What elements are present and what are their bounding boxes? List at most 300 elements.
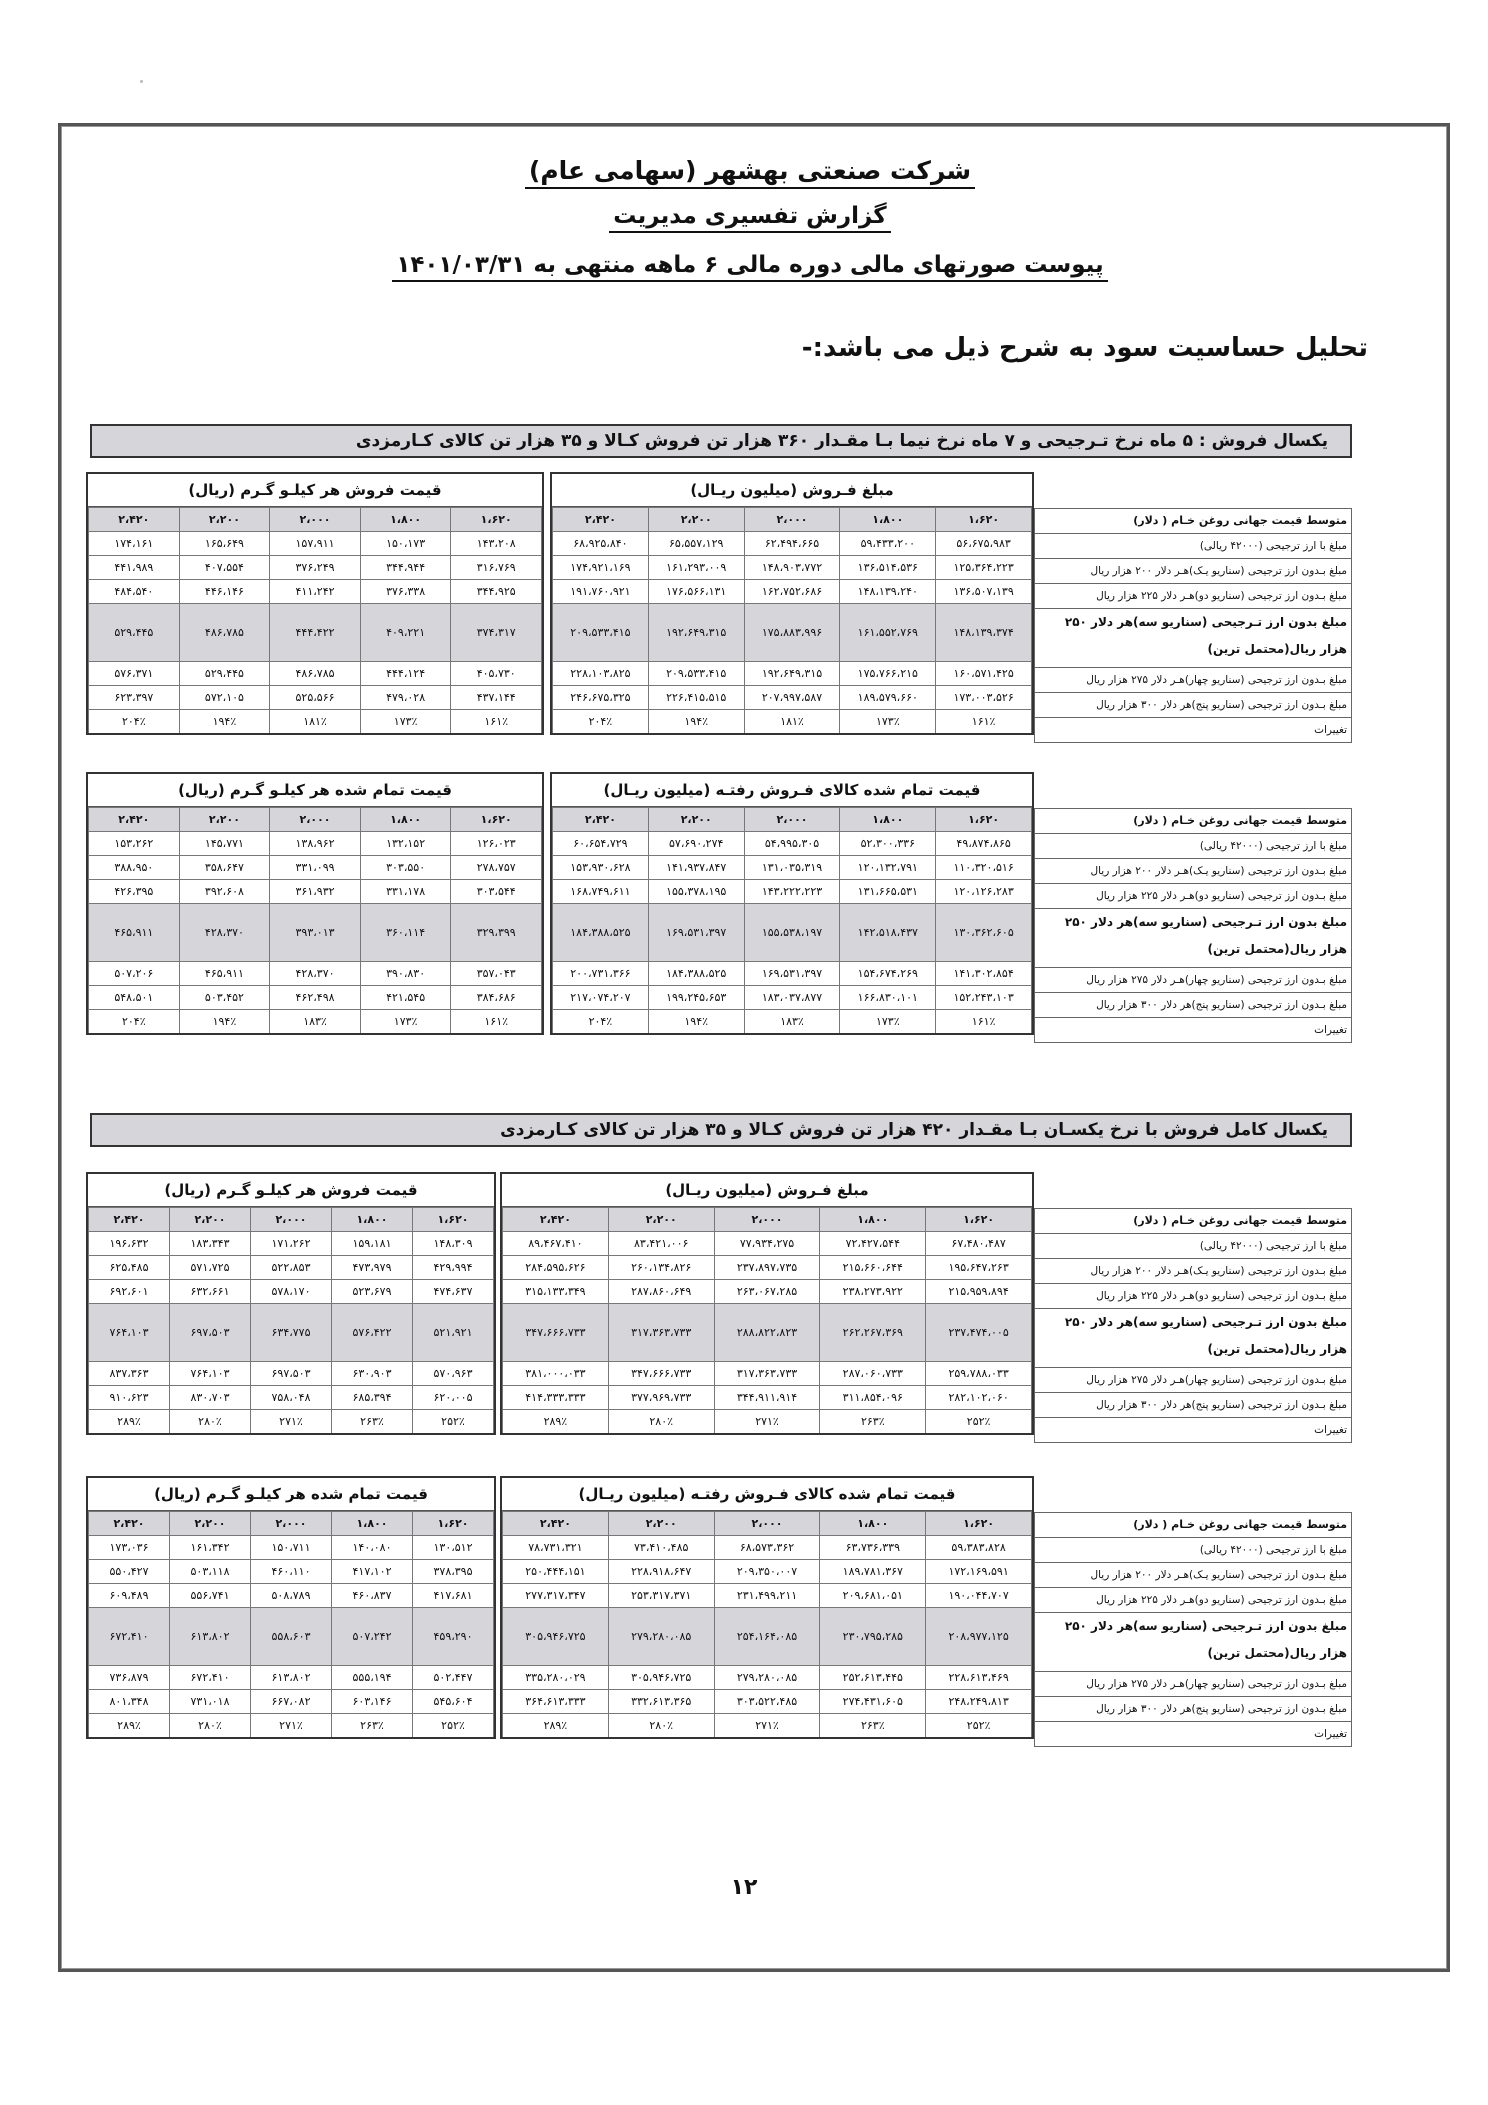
value-cell: ۳۵۷،۰۴۳ <box>451 962 542 986</box>
data-table <box>86 1476 496 1739</box>
column-header-row <box>503 1208 1032 1232</box>
value-cell: ۴۲۸،۳۷۰ <box>179 904 270 962</box>
value-cell: ۱۹۲،۶۴۹،۳۱۵ <box>648 604 744 662</box>
value-cell: ۱۶۱٪ <box>451 1010 542 1034</box>
row-label: مبلغ بـدون ارز ترجیحی (سناریو چهار)هـر دلار ۲۷۵ هزار ریال <box>1034 1368 1352 1393</box>
value-cell: ۳۳۱،۱۷۸ <box>360 880 451 904</box>
row-label: مبلغ بـدون ارز ترجیحی (سناریو یـک)هـر دلار ۲۰۰ هزار ریال <box>1034 1259 1352 1284</box>
column-header-row <box>89 1512 494 1536</box>
column-header-row <box>553 808 1032 832</box>
table-row <box>553 662 1032 686</box>
value-cell: ۲۳۱،۴۹۹،۲۱۱ <box>714 1584 820 1608</box>
column-header-row <box>89 508 542 532</box>
table-row <box>89 856 542 880</box>
value-cell: ۵۰۳،۴۵۲ <box>179 986 270 1010</box>
value-cell: ۱۸۳٪ <box>744 1010 840 1034</box>
table-title: قیمت تمام شده کالای فـروش رفتـه (میلیون ریـال) <box>552 774 1032 807</box>
column-header: ۲،۴۲۰ <box>89 1208 170 1232</box>
value-cell: ۱۵۳،۲۶۲ <box>89 832 180 856</box>
column-header: ۲،۴۲۰ <box>503 1208 609 1232</box>
table-row <box>89 1410 494 1434</box>
value-cell: ۴۲۸،۳۷۰ <box>270 962 361 986</box>
report-title: گزارش تفسیری مدیریت <box>60 203 1440 229</box>
column-header: ۲،۴۲۰ <box>89 1512 170 1536</box>
value-cell: ۷۷،۹۳۴،۲۷۵ <box>714 1232 820 1256</box>
value-cell: ۱۹۰،۰۴۴،۷۰۷ <box>926 1584 1032 1608</box>
value-cell: ۴۱۷،۱۰۲ <box>332 1560 413 1584</box>
value-cell: ۷۳۱،۰۱۸ <box>170 1690 251 1714</box>
table-row <box>89 880 542 904</box>
value-cell: ۱۶۲،۷۵۲،۶۸۶ <box>744 580 840 604</box>
value-cell: ۱۴۵،۷۷۱ <box>179 832 270 856</box>
column-header: ۲،۰۰۰ <box>270 808 361 832</box>
column-header-row <box>553 508 1032 532</box>
value-cell: ۳۷۴،۳۱۷ <box>451 604 542 662</box>
value-cell: ۴۷۳،۹۷۹ <box>332 1256 413 1280</box>
row-label: مبلغ بـدون ارز ترجیحی (سناریو دو)هـر دلار ۲۲۵ هزار ریال <box>1034 1588 1352 1613</box>
value-cell: ۱۶۶،۸۳۰،۱۰۱ <box>840 986 936 1010</box>
value-cell: ۱۵۵،۵۳۸،۱۹۷ <box>744 904 840 962</box>
column-header: ۲،۴۲۰ <box>503 1512 609 1536</box>
value-cell: ۲۰۹،۳۵۰،۰۰۷ <box>714 1560 820 1584</box>
values-grid <box>502 1511 1032 1737</box>
value-cell: ۵۲۵،۵۶۶ <box>270 686 361 710</box>
table-row <box>89 1690 494 1714</box>
value-cell: ۵۲۲،۸۵۳ <box>251 1256 332 1280</box>
value-cell: ۱۳۰،۵۱۲ <box>413 1536 494 1560</box>
value-cell: ۵۲۹،۴۴۵ <box>179 662 270 686</box>
value-cell: ۵۰۷،۲۰۶ <box>89 962 180 986</box>
value-cell: ۲۸۷،۸۶۰،۶۴۹ <box>608 1280 714 1304</box>
value-cell: ۱۳۱،۰۳۵،۳۱۹ <box>744 856 840 880</box>
column-header: ۲،۲۰۰ <box>170 1208 251 1232</box>
value-cell: ۲۸۹٪ <box>503 1410 609 1434</box>
value-cell: ۲۶۳٪ <box>332 1714 413 1738</box>
value-cell: ۸۰۱،۳۴۸ <box>89 1690 170 1714</box>
value-cell: ۲۲۸،۹۱۸،۶۴۷ <box>608 1560 714 1584</box>
column-header: ۱،۸۰۰ <box>360 808 451 832</box>
intro-text: تحلیل حساسیت سود به شرح ذیل می باشد:- <box>801 333 1368 363</box>
row-label: مبلغ با ارز ترجیحی (۴۲۰۰۰ ریالی) <box>1034 1538 1352 1563</box>
value-cell: ۴۸۶،۷۸۵ <box>270 662 361 686</box>
table-row <box>89 962 542 986</box>
data-table <box>86 772 544 1035</box>
value-cell: ۱۲۶،۰۲۳ <box>451 832 542 856</box>
table-title: قیمت تمام شده کالای فـروش رفتـه (میلیون ریـال) <box>502 1478 1032 1511</box>
value-cell: ۱۴۳،۲۲۲،۲۲۳ <box>744 880 840 904</box>
table-row <box>503 1386 1032 1410</box>
value-cell: ۶۳۰،۹۰۳ <box>332 1362 413 1386</box>
value-cell: ۶۹۷،۵۰۳ <box>170 1304 251 1362</box>
table-block <box>90 781 1352 1064</box>
table-block <box>90 1181 1352 1464</box>
value-cell: ۶۰۳،۱۴۶ <box>332 1690 413 1714</box>
column-header-row <box>503 1512 1032 1536</box>
value-cell: ۱۸۹،۷۸۱،۳۶۷ <box>820 1560 926 1584</box>
row-label: مبلغ بـدون ارز ترجیحی (سناریو چهار)هـر دلار ۲۷۵ هزار ریال <box>1034 668 1352 693</box>
value-cell: ۱۹۴٪ <box>648 1010 744 1034</box>
column-header: ۱،۸۰۰ <box>840 808 936 832</box>
value-cell: ۵۷۶،۳۷۱ <box>89 662 180 686</box>
value-cell: ۳۴۴،۹۱۱،۹۱۴ <box>714 1386 820 1410</box>
table-row <box>89 1536 494 1560</box>
table-row <box>89 532 542 556</box>
values-grid <box>88 807 542 1033</box>
value-cell: ۴۲۶،۳۹۵ <box>89 880 180 904</box>
value-cell: ۹۱۰،۶۲۳ <box>89 1386 170 1410</box>
value-cell: ۸۳۷،۳۶۳ <box>89 1362 170 1386</box>
value-cell: ۸۳،۴۲۱،۰۰۶ <box>608 1232 714 1256</box>
value-cell: ۷۶۴،۱۰۳ <box>170 1362 251 1386</box>
value-cell: ۲۳۷،۸۹۷،۷۳۵ <box>714 1256 820 1280</box>
value-cell: ۲۰۴٪ <box>553 1010 649 1034</box>
column-header: ۲،۲۰۰ <box>608 1512 714 1536</box>
value-cell: ۱۴۸،۳۰۹ <box>413 1232 494 1256</box>
row-labels <box>1034 1208 1352 1443</box>
value-cell: ۶۵،۵۵۷،۱۲۹ <box>648 532 744 556</box>
value-cell: ۳۴۴،۹۲۵ <box>451 580 542 604</box>
column-header: ۱،۸۰۰ <box>360 508 451 532</box>
value-cell: ۱۵۷،۹۱۱ <box>270 532 361 556</box>
value-cell: ۱۵۰،۷۱۱ <box>251 1536 332 1560</box>
value-cell: ۳۰۵،۹۴۶،۷۲۵ <box>503 1608 609 1666</box>
table-row <box>89 1666 494 1690</box>
value-cell: ۷۸،۷۳۱،۳۲۱ <box>503 1536 609 1560</box>
table-row <box>89 1714 494 1738</box>
column-header: ۲،۲۰۰ <box>179 508 270 532</box>
value-cell: ۱۳۶،۵۰۷،۱۳۹ <box>936 580 1032 604</box>
column-header: ۱،۶۲۰ <box>926 1512 1032 1536</box>
value-cell: ۴۳۷،۱۴۴ <box>451 686 542 710</box>
value-cell: ۱۷۳٪ <box>360 1010 451 1034</box>
table-title: قیمت فروش هر کیلـو گـرم (ریال) <box>88 474 542 507</box>
value-cell: ۶۰،۶۵۴،۷۲۹ <box>553 832 649 856</box>
value-cell: ۱۷۶،۵۶۶،۱۳۱ <box>648 580 744 604</box>
value-cell: ۲۸۰٪ <box>608 1410 714 1434</box>
column-header: ۲،۰۰۰ <box>251 1208 332 1232</box>
value-cell: ۵۰۸،۷۸۹ <box>251 1584 332 1608</box>
value-cell: ۲۵۰،۴۴۴،۱۵۱ <box>503 1560 609 1584</box>
table-row <box>503 1666 1032 1690</box>
value-cell: ۲۶۳٪ <box>820 1410 926 1434</box>
value-cell: ۱۸۳٪ <box>270 1010 361 1034</box>
value-cell: ۲۶۳،۰۶۷،۲۸۵ <box>714 1280 820 1304</box>
value-cell: ۲۵۲٪ <box>413 1714 494 1738</box>
value-cell: ۱۳۶،۵۱۴،۵۳۶ <box>840 556 936 580</box>
value-cell: ۳۸۸،۹۵۰ <box>89 856 180 880</box>
value-cell: ۱۷۳٪ <box>840 710 936 734</box>
value-cell: ۳۸۱،۰۰۰،۰۳۳ <box>503 1362 609 1386</box>
value-cell: ۳۹۳،۰۱۳ <box>270 904 361 962</box>
value-cell: ۵۴،۹۹۵،۳۰۵ <box>744 832 840 856</box>
value-cell: ۵۰۲،۴۴۷ <box>413 1666 494 1690</box>
value-cell: ۳۰۳،۵۵۰ <box>360 856 451 880</box>
value-cell: ۲۷۱٪ <box>714 1410 820 1434</box>
value-cell: ۱۷۴،۱۶۱ <box>89 532 180 556</box>
value-cell: ۳۴۷،۶۶۶،۷۳۳ <box>608 1362 714 1386</box>
value-cell: ۴۲۱،۵۴۵ <box>360 986 451 1010</box>
value-cell: ۱۵۲،۲۴۳،۱۰۳ <box>936 986 1032 1010</box>
table-title: قیمت تمام شده هر کیلـو گـرم (ریال) <box>88 774 542 807</box>
value-cell: ۵۴۵،۶۰۴ <box>413 1690 494 1714</box>
value-cell: ۷۳،۴۱۰،۴۸۵ <box>608 1536 714 1560</box>
value-cell: ۳۶۴،۶۱۳،۳۳۳ <box>503 1690 609 1714</box>
data-table <box>86 1172 496 1435</box>
value-cell: ۱۴۱،۹۳۷،۸۴۷ <box>648 856 744 880</box>
row-label: مبلغ بـدون ارز ترجیحی (سناریو دو)هـر دلار ۲۲۵ هزار ریال <box>1034 1284 1352 1309</box>
row-label: تغییرات <box>1034 1018 1352 1043</box>
column-header: ۱،۶۲۰ <box>413 1512 494 1536</box>
value-cell: ۱۶۱٪ <box>936 1010 1032 1034</box>
table-row <box>503 1232 1032 1256</box>
column-header: ۲،۲۰۰ <box>179 808 270 832</box>
value-cell: ۱۹۴٪ <box>179 710 270 734</box>
page-number: ۱۲ <box>730 1875 758 1900</box>
value-cell: ۲۱۵،۶۶۰،۶۴۴ <box>820 1256 926 1280</box>
value-cell: ۲۴۸،۲۴۹،۸۱۳ <box>926 1690 1032 1714</box>
value-cell: ۳۷۶،۲۴۹ <box>270 556 361 580</box>
value-cell: ۱۳۲،۱۵۲ <box>360 832 451 856</box>
table-row <box>503 1410 1032 1434</box>
value-cell: ۵۲،۳۰۰،۳۳۶ <box>840 832 936 856</box>
value-cell: ۲۱۵،۹۵۹،۸۹۴ <box>926 1280 1032 1304</box>
table-row <box>89 1232 494 1256</box>
value-cell: ۱۲۰،۱۲۶،۲۸۳ <box>936 880 1032 904</box>
value-cell: ۱۹۴٪ <box>179 1010 270 1034</box>
value-cell: ۵۷۸،۱۷۰ <box>251 1280 332 1304</box>
row-label: مبلغ بدون ارز تـرجیحی (سناریو سه)هر دلار ۲۵۰ هزار ریال(محتمل ترین) <box>1034 1613 1352 1672</box>
value-cell: ۲۲۸،۶۱۳،۴۶۹ <box>926 1666 1032 1690</box>
row-label: تغییرات <box>1034 1722 1352 1747</box>
column-header: ۱،۸۰۰ <box>820 1512 926 1536</box>
value-cell: ۶۹۷،۵۰۳ <box>251 1362 332 1386</box>
value-cell: ۳۱۱،۸۵۴،۰۹۶ <box>820 1386 926 1410</box>
row-label: مبلغ بدون ارز تـرجیحی (سناریو سه)هر دلار ۲۵۰ هزار ریال(محتمل ترین) <box>1034 1309 1352 1368</box>
column-header: ۱،۸۰۰ <box>820 1208 926 1232</box>
value-cell: ۲۷۹،۲۸۰،۰۸۵ <box>714 1666 820 1690</box>
table-row <box>553 710 1032 734</box>
value-cell: ۱۸۳،۳۴۳ <box>170 1232 251 1256</box>
value-cell: ۱۷۲،۱۶۹،۵۹۱ <box>926 1560 1032 1584</box>
table-row <box>553 904 1032 962</box>
value-cell: ۵۰۳،۱۱۸ <box>170 1560 251 1584</box>
value-cell: ۷۵۸،۰۴۸ <box>251 1386 332 1410</box>
table-row <box>503 1584 1032 1608</box>
value-cell: ۱۶۹،۵۳۱،۳۹۷ <box>648 904 744 962</box>
value-cell: ۴۶۰،۸۳۷ <box>332 1584 413 1608</box>
value-cell: ۵۰۷،۲۴۲ <box>332 1608 413 1666</box>
values-grid <box>552 807 1032 1033</box>
values-grid <box>88 1207 494 1433</box>
value-cell: ۱۵۳،۹۳۰،۶۲۸ <box>553 856 649 880</box>
value-cell: ۱۲۰،۱۳۲،۷۹۱ <box>840 856 936 880</box>
row-label: مبلغ بدون ارز تـرجیحی (سناریو سه)هر دلار ۲۵۰ هزار ریال(محتمل ترین) <box>1034 909 1352 968</box>
table-block <box>90 1485 1352 1768</box>
value-cell: ۱۹۱،۷۶۰،۹۲۱ <box>553 580 649 604</box>
column-header: ۲،۲۰۰ <box>648 508 744 532</box>
value-cell: ۴۴۴،۱۲۴ <box>360 662 451 686</box>
table-row <box>503 1362 1032 1386</box>
row-label: مبلغ بـدون ارز ترجیحی (سناریو یـک)هـر دلار ۲۰۰ هزار ریال <box>1034 559 1352 584</box>
value-cell: ۱۴۳،۲۰۸ <box>451 532 542 556</box>
table-row <box>503 1690 1032 1714</box>
value-cell: ۲۳۸،۲۷۳،۹۲۲ <box>820 1280 926 1304</box>
value-cell: ۲۸۰٪ <box>170 1410 251 1434</box>
value-cell: ۱۴۸،۱۳۹،۳۷۴ <box>936 604 1032 662</box>
value-cell: ۳۰۳،۵۲۲،۴۸۵ <box>714 1690 820 1714</box>
value-cell: ۳۰۵،۹۴۶،۷۲۵ <box>608 1666 714 1690</box>
value-cell: ۱۹۲،۶۴۹،۳۱۵ <box>744 662 840 686</box>
value-cell: ۴۰۵،۷۳۰ <box>451 662 542 686</box>
row-label: مبلغ بـدون ارز ترجیحی (سناریو پنج)هر دلار ۳۰۰ هزار ریال <box>1034 1697 1352 1722</box>
value-cell: ۴۶۵،۹۱۱ <box>179 962 270 986</box>
table-row <box>553 880 1032 904</box>
value-cell: ۱۴۰،۰۸۰ <box>332 1536 413 1560</box>
value-cell: ۲۸۰٪ <box>608 1714 714 1738</box>
table-row <box>503 1560 1032 1584</box>
value-cell: ۱۶۱،۲۹۳،۰۰۹ <box>648 556 744 580</box>
value-cell: ۲۰۹،۵۳۳،۴۱۵ <box>648 662 744 686</box>
data-table <box>500 1476 1034 1739</box>
values-grid <box>88 507 542 733</box>
value-cell: ۳۷۶،۳۳۸ <box>360 580 451 604</box>
value-cell: ۵۴۸،۵۰۱ <box>89 986 180 1010</box>
price-header-label: متوسط قیمت جهانی روغن خـام ( دلار) <box>1034 1512 1352 1538</box>
table-row <box>89 556 542 580</box>
value-cell: ۲۸۹٪ <box>89 1410 170 1434</box>
row-label: مبلغ با ارز ترجیحی (۴۲۰۰۰ ریالی) <box>1034 534 1352 559</box>
row-label: تغییرات <box>1034 1418 1352 1443</box>
value-cell: ۸۹،۴۶۷،۴۱۰ <box>503 1232 609 1256</box>
value-cell: ۱۶۱،۵۵۲،۷۶۹ <box>840 604 936 662</box>
column-header: ۱،۶۲۰ <box>926 1208 1032 1232</box>
value-cell: ۵۹،۳۸۳،۸۲۸ <box>926 1536 1032 1560</box>
value-cell: ۶۷،۴۸۰،۴۸۷ <box>926 1232 1032 1256</box>
value-cell: ۴۱۴،۳۳۳،۳۳۳ <box>503 1386 609 1410</box>
value-cell: ۴۴۶،۱۴۶ <box>179 580 270 604</box>
table-row <box>503 1714 1032 1738</box>
row-label: مبلغ با ارز ترجیحی (۴۲۰۰۰ ریالی) <box>1034 1234 1352 1259</box>
value-cell: ۱۵۵،۳۷۸،۱۹۵ <box>648 880 744 904</box>
column-header: ۱،۶۲۰ <box>413 1208 494 1232</box>
value-cell: ۶۲،۴۹۴،۶۶۵ <box>744 532 840 556</box>
table-row <box>89 580 542 604</box>
value-cell: ۵۷،۶۹۰،۲۷۴ <box>648 832 744 856</box>
value-cell: ۲۵۴،۱۶۴،۰۸۵ <box>714 1608 820 1666</box>
column-header: ۲،۰۰۰ <box>744 508 840 532</box>
value-cell: ۱۷۳٪ <box>840 1010 936 1034</box>
value-cell: ۴۰۹،۲۲۱ <box>360 604 451 662</box>
value-cell: ۶۲۰،۰۰۵ <box>413 1386 494 1410</box>
value-cell: ۲۷۴،۴۳۱،۶۰۵ <box>820 1690 926 1714</box>
column-header: ۱،۶۲۰ <box>936 808 1032 832</box>
table-row <box>553 986 1032 1010</box>
value-cell: ۷۳۶،۸۷۹ <box>89 1666 170 1690</box>
column-header-row <box>89 808 542 832</box>
row-labels <box>1034 1512 1352 1747</box>
price-header-label: متوسط قیمت جهانی روغن خـام ( دلار) <box>1034 808 1352 834</box>
table-row <box>89 1280 494 1304</box>
value-cell: ۳۳۵،۲۸۰،۰۲۹ <box>503 1666 609 1690</box>
value-cell: ۲۰۹،۶۸۱،۰۵۱ <box>820 1584 926 1608</box>
table-row <box>89 1010 542 1034</box>
values-grid <box>502 1207 1032 1433</box>
row-label: مبلغ بـدون ارز ترجیحی (سناریو یـک)هـر دلار ۲۰۰ هزار ریال <box>1034 1563 1352 1588</box>
column-header-row <box>89 1208 494 1232</box>
value-cell: ۲۲۸،۱۰۳،۸۲۵ <box>553 662 649 686</box>
table-row <box>553 962 1032 986</box>
table-row <box>553 686 1032 710</box>
column-header: ۲،۰۰۰ <box>744 808 840 832</box>
value-cell: ۱۷۴،۹۲۱،۱۶۹ <box>553 556 649 580</box>
value-cell: ۳۷۸،۳۹۵ <box>413 1560 494 1584</box>
value-cell: ۱۶۹،۵۳۱،۳۹۷ <box>744 962 840 986</box>
value-cell: ۶۸،۵۷۳،۳۶۲ <box>714 1536 820 1560</box>
value-cell: ۴۷۴،۶۳۷ <box>413 1280 494 1304</box>
row-label: تغییرات <box>1034 718 1352 743</box>
table-row <box>553 832 1032 856</box>
value-cell: ۲۵۲٪ <box>926 1714 1032 1738</box>
value-cell: ۴۶۵،۹۱۱ <box>89 904 180 962</box>
data-table <box>550 472 1034 735</box>
value-cell: ۵۷۲،۱۰۵ <box>179 686 270 710</box>
value-cell: ۶۲۵،۴۸۵ <box>89 1256 170 1280</box>
value-cell: ۳۶۰،۱۱۴ <box>360 904 451 962</box>
value-cell: ۶۱۳،۸۰۲ <box>251 1666 332 1690</box>
column-header: ۱،۶۲۰ <box>451 808 542 832</box>
value-cell: ۱۹۹،۲۴۵،۶۵۳ <box>648 986 744 1010</box>
table-row <box>89 710 542 734</box>
value-cell: ۶۳،۷۳۶،۳۳۹ <box>820 1536 926 1560</box>
table-row <box>553 856 1032 880</box>
table-title: قیمت تمام شده هر کیلـو گـرم (ریال) <box>88 1478 494 1511</box>
value-cell: ۵۲۱،۹۲۱ <box>413 1304 494 1362</box>
value-cell: ۶۹۲،۶۰۱ <box>89 1280 170 1304</box>
value-cell: ۶۶۷،۰۸۲ <box>251 1690 332 1714</box>
value-cell: ۵۹،۴۳۳،۲۰۰ <box>840 532 936 556</box>
table-row <box>503 1304 1032 1362</box>
table-row <box>553 556 1032 580</box>
value-cell: ۲۵۲٪ <box>926 1410 1032 1434</box>
table-row <box>553 580 1032 604</box>
value-cell: ۳۰۳،۵۴۴ <box>451 880 542 904</box>
table-row <box>89 904 542 962</box>
column-header: ۲،۲۰۰ <box>648 808 744 832</box>
value-cell: ۱۳۰،۳۶۲،۶۰۵ <box>936 904 1032 962</box>
column-header: ۲،۴۲۰ <box>553 508 649 532</box>
value-cell: ۱۹۴٪ <box>648 710 744 734</box>
value-cell: ۵۷۰،۹۶۳ <box>413 1362 494 1386</box>
value-cell: ۱۴۸،۱۳۹،۲۴۰ <box>840 580 936 604</box>
value-cell: ۵۲۹،۴۴۵ <box>89 604 180 662</box>
table-title: قیمت فروش هر کیلـو گـرم (ریال) <box>88 1174 494 1207</box>
table-title: مبلغ فـروش (میلیون ریـال) <box>552 474 1032 507</box>
value-cell: ۴۸۶،۷۸۵ <box>179 604 270 662</box>
value-cell: ۵۶،۶۷۵،۹۸۳ <box>936 532 1032 556</box>
value-cell: ۱۸۴،۳۸۸،۵۲۵ <box>553 904 649 962</box>
report-subtitle: پیوست صورتهای مالی دوره مالی ۶ ماهه منتهی به ۱۴۰۱/۰۳/۳۱ <box>60 252 1440 278</box>
value-cell: ۲۷۱٪ <box>714 1714 820 1738</box>
value-cell: ۲۰۰،۷۳۱،۳۶۶ <box>553 962 649 986</box>
company-name: شرکت صنعتی بهشهر (سهامی عام) <box>60 156 1440 185</box>
value-cell: ۴۶۰،۱۱۰ <box>251 1560 332 1584</box>
value-cell: ۵۲۳،۶۷۹ <box>332 1280 413 1304</box>
value-cell: ۲۸۹٪ <box>503 1714 609 1738</box>
value-cell: ۲۶۳٪ <box>332 1410 413 1434</box>
value-cell: ۱۵۰،۱۷۳ <box>360 532 451 556</box>
value-cell: ۴۵۹،۲۹۰ <box>413 1608 494 1666</box>
value-cell: ۱۷۳،۰۳۶ <box>89 1536 170 1560</box>
